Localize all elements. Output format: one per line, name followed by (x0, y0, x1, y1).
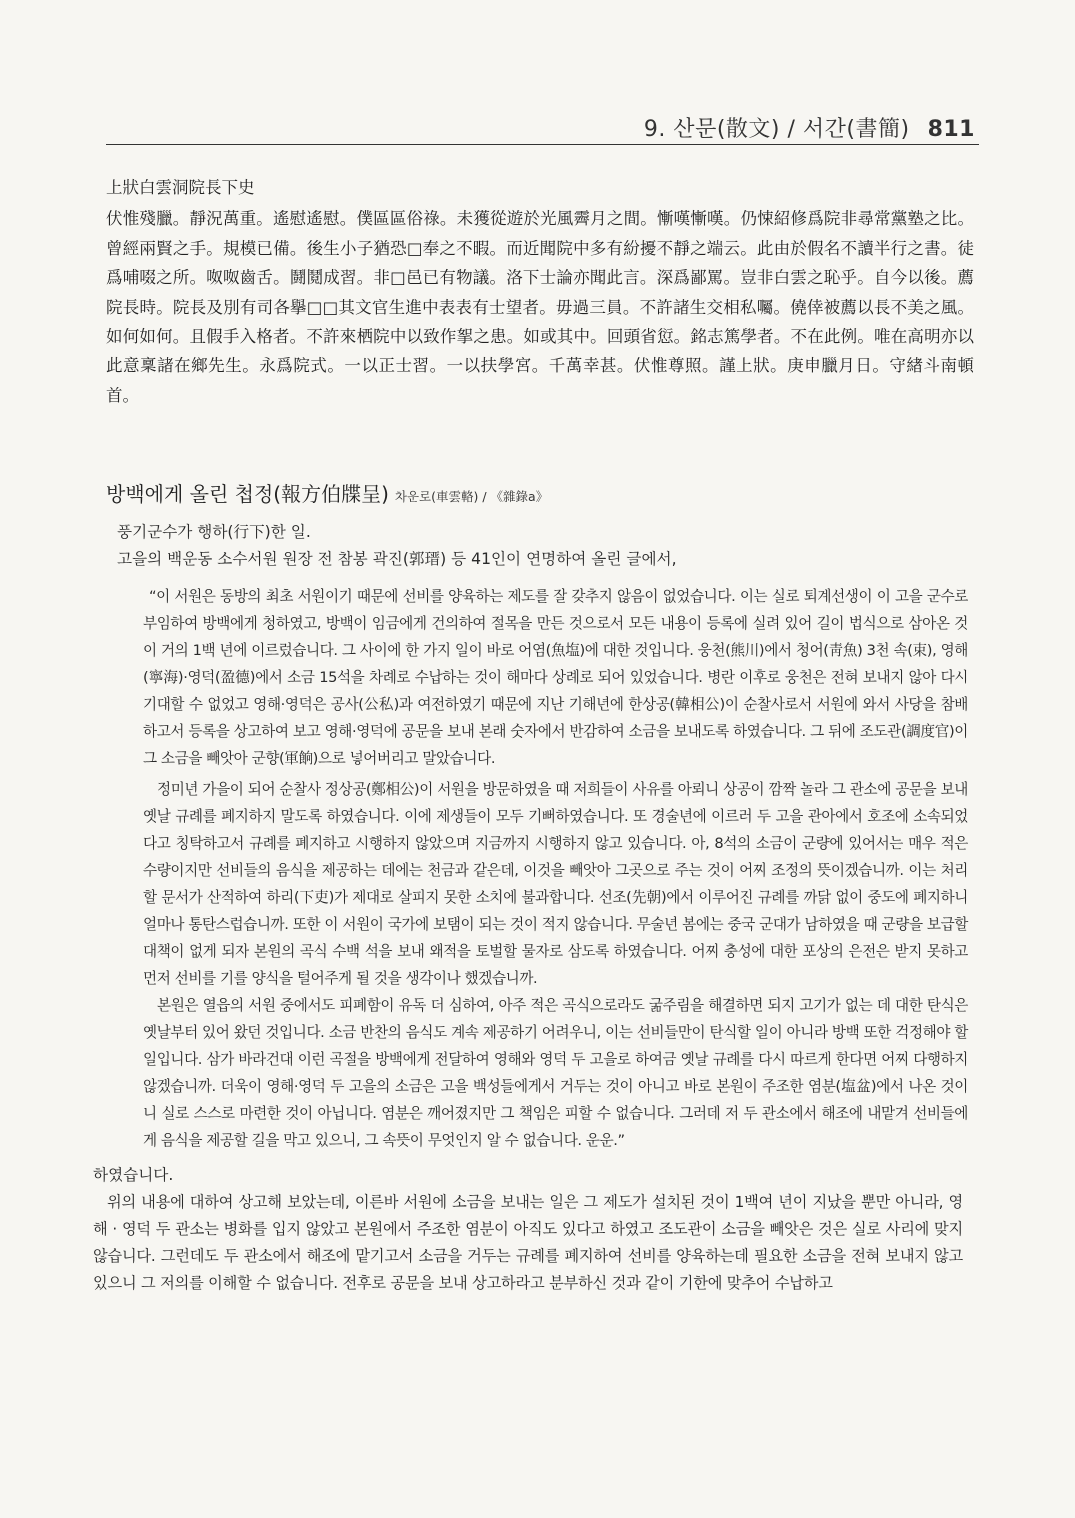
letter-title: 上狀白雲洞院長下史 (106, 178, 255, 197)
letter-body: 伏惟殘臘。靜況萬重。遙慰遙慰。僕區區俗祿。未獲從遊於光風霽月之間。慚嘆慚嘆。仍悚紹修爲院非尋常黨塾之比。曾經兩賢之手。規模已備。後生小子猶恐□奉之不暇。而近聞院中多有紛擾不靜之端云。此由於假名不讀半行之書。徒爲哺啜之所。呶呶齒舌。鬪鬩成習。非□邑已有物議。洛下士論亦聞此言。深爲鄙罵。豈非白雲之恥乎。自今以後。薦院長時。院長及別有司各擧□□其文官生進中表表有士望者。毋過三員。不許諸生交相私囑。僥倖被薦以長不美之風。如何如何。且假手入格者。不許來栖院中以致作挐之患。如或其中。回頭省愆。銘志篤學者。不在此例。唯在高明亦以此意稟諸在鄉先生。永爲院式。一以正士習。一以扶學宮。千萬幸甚。伏惟尊照。謹上狀。庚申臘月日。守緖斗南頓首。 (106, 209, 974, 405)
quote-paragraph-2: 정미년 가을이 되어 순찰사 정상공(鄭相公)이 서원을 방문하였을 때 저희들이 사유를 아뢰니 상공이 깜짝 놀라 그 관소에 공문을 보내 옛날 규례를 폐지하지 말도록 하였습니다. 이에 제생들이 모두 기뻐하였습니다. 또 경술년에 이르러 두 고을 관아에서 호조에 소속되었다고 칭탁하고서 규례를 폐지하고 시행하지 않았으며 지금까지 시행하지 않고 있습니다. 아, 8석의 소금이 군량에 있어서는 매우 적은 수량이지만 선비들의 음식을 제공하는 데에는 천금과 같은데, 이것을 빼앗아 그곳으로 주는 것이 어찌 조정의 뜻이겠습니까. 이는 처리할 문서가 산적하여 하리(下吏)가 제대로 살피지 못한 소치에 불과합니다. 선조(先朝)에서 이루어진 규례를 까닭 없이 중도에 폐지하니 얼마나 통탄스럽습니까. 또한 이 서원이 국가에 보탬이 되는 것이 적지 않습니다. 무술년 봄에는 중국 군대가 남하였을 때 군량을 보급할 대책이 없게 되자 본원의 곡식 수백 석을 보내 왜적을 토벌할 물자로 삼도록 하였습니다. 어찌 충성에 대한 포상의 은전은 받지 못하고 먼저 선비를 기를 양식을 털어주게 될 것을 생각이나 했겠습니까. (143, 781, 968, 987)
final-paragraph-text: 위의 내용에 대하여 상고해 보았는데, 이른바 서원에 소금을 보내는 일은 그 제도가 설치된 것이 1백여 년이 지났을 뿐만 아니라, 영해 · 영덕 두 관소는 병화를 입지 않았고 본원에서 주조한 염분이 아직도 있다고 하였고 조도관이 소금을 빼앗은 것은 실로 사리에 맞지 않습니다. 그런데도 두 관소에서 해조에 맡기고서 소금을 거두는 규례를 폐지하여 선비를 양육하는데 필요한 소금을 전혀 보내지 않고 있으니 그 저의를 이해할 수 없습니다. 전후로 공문을 보내 상고하라고 분부하신 것과 같이 기한에 맞추어 수납하고 (93, 1193, 963, 1292)
header-rule (106, 144, 979, 145)
intro-line-1: 풍기군수가 행하(行下)한 일. (117, 523, 311, 541)
closing-line: 하였습니다. (93, 1166, 174, 1184)
section-heading: 9. 산문(散文) / 서간(書簡) (643, 117, 910, 142)
quote-paragraph-3: 본원은 열읍의 서원 중에서도 피폐함이 유독 더 심하여, 아주 적은 곡식으로라도 굶주림을 해결하면 되지 고기가 없는 데 대한 탄식은 옛날부터 있어 왔던 것입니다. 소금 반찬의 음식도 계속 제공하기 어려우니, 이는 선비들만이 탄식할 일이 아니라 방백 또한 걱정해야 할 일입니다. 삼가 바라건대 이런 곡절을 방백에게 전달하여 영해와 영덕 두 고을로 하여금 옛날 규례를 다시 따르게 한다면 어찌 다행하지 않겠습니까. 더욱이 영해·영덕 두 고을의 소금은 고을 백성들에게서 거두는 것이 아니고 바로 본원이 주조한 염분(塩盆)에서 나온 것이니 실로 스스로 마련한 것이 아닙니다. 염분은 깨어졌지만 그 책임은 피할 수 없습니다. 그러데 저 두 관소에서 해조에 내맡겨 선비들에게 음식을 제공할 길을 막고 있으니, 그 속뜻이 무엇인지 알 수 없습니다. 운운.” (143, 997, 968, 1149)
korean-translation (93, 519, 972, 1297)
section-title (106, 478, 548, 507)
section-title-text: 방백에게 올린 첩정(報方伯牒呈) (106, 482, 389, 506)
page-number: 811 (927, 117, 975, 142)
intro-line-2: 고을의 백운동 소수서원 원장 전 참봉 곽진(郭瑨) 등 41인이 연명하여 올린 글에서, (117, 550, 677, 568)
classical-chinese-letter (106, 173, 974, 410)
running-header (644, 112, 975, 143)
quote-paragraph-1: “이 서원은 동방의 최초 서원이기 때문에 선비를 양육하는 제도를 잘 갖추지 않음이 없었습니다. 이는 실로 퇴계선생이 이 고을 군수로 부임하여 방백에게 청하였고, 방백이 임금에게 건의하여 절목을 만든 것으로서 모든 내용이 등록에 실려 있어 길이 법식으로 삼아온 것이 거의 1백 년에 이르렀습니다. 그 사이에 한 가지 일이 바로 어염(魚塩)에 대한 것입니다. 웅천(熊川)에서 청어(靑魚) 3천 속(束), 영해(寧海)·영덕(盈德)에서 소금 15석을 차례로 수납하는 것이 해마다 상례로 되어 있었습니다. 병란 이후로 웅천은 전혀 보내지 않아 다시 기대할 수 없었고 영해·영덕은 공사(公私)과 여전하였기 때문에 지난 기해년에 한상공(韓相公)이 순찰사로서 서원에 와서 사당을 참배하고서 등록을 상고하여 보고 영해·영덕에 공문을 보내 본래 숫자에서 반감하여 소금을 보내도록 하였습니다. 그 뒤에 조도관(調度官)이 그 소금을 빼앗아 군향(軍餉)으로 넣어버리고 말았습니다. (143, 588, 968, 767)
section-author-source: 차운로(車雲輅) / 《雜錄a》 (394, 489, 549, 504)
final-paragraph (93, 1189, 963, 1297)
